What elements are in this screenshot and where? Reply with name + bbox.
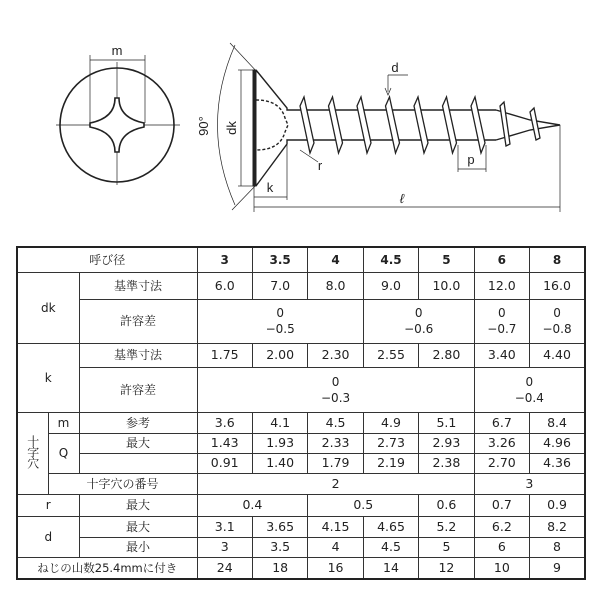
header-row	[17, 247, 585, 272]
upper: 0	[553, 306, 561, 320]
cell	[530, 299, 585, 343]
row-label-empty	[79, 453, 197, 473]
cell: 1.93	[252, 433, 307, 453]
cell: 6.0	[197, 272, 252, 299]
size: 4	[308, 247, 363, 272]
cell: 5.1	[419, 412, 474, 433]
cell: 3.6	[197, 412, 252, 433]
cell: 8	[530, 537, 585, 557]
row-label: 十字穴の番号	[48, 473, 197, 494]
thread-crest	[443, 97, 457, 153]
r-label: r	[17, 494, 79, 516]
upper: 0	[498, 306, 506, 320]
cell: 2.70	[474, 453, 529, 473]
threads-row	[17, 557, 585, 579]
cell: 3.26	[474, 433, 529, 453]
thread-crest	[329, 97, 343, 153]
cell: 2.33	[308, 433, 363, 453]
cell	[363, 299, 474, 343]
cell: 4.9	[363, 412, 418, 433]
row-label: 許容差	[79, 299, 197, 343]
cell: 0.91	[197, 453, 252, 473]
cell: 10.0	[419, 272, 474, 299]
cell: 4.96	[530, 433, 585, 453]
row-label: 参考	[79, 412, 197, 433]
cell: 4.1	[252, 412, 307, 433]
cell: 8.2	[530, 516, 585, 537]
row-label: 基準寸法	[79, 272, 197, 299]
lower: −0.3	[321, 390, 351, 405]
upper: 0	[525, 374, 534, 389]
cell: 1.79	[308, 453, 363, 473]
cell: 12	[419, 557, 474, 579]
lower: −0.4	[514, 390, 544, 405]
label-k: k	[266, 180, 274, 195]
cell	[474, 367, 585, 412]
dk-tol-row	[17, 299, 585, 343]
spec-table	[16, 246, 586, 580]
cell: 3.65	[252, 516, 307, 537]
cell: 4	[308, 537, 363, 557]
cell: 16	[308, 557, 363, 579]
label-m: m	[111, 43, 123, 58]
upper: 0	[331, 374, 340, 389]
cell: 7.0	[252, 272, 307, 299]
cell: 2.19	[363, 453, 418, 473]
size: 3.5	[252, 247, 307, 272]
label-dk: dk	[224, 121, 239, 135]
row-label: 最大	[79, 494, 197, 516]
d-max-row	[17, 516, 585, 537]
cell: 2.30	[308, 343, 363, 367]
row-label: 最小	[79, 537, 197, 557]
cell: 1.40	[252, 453, 307, 473]
cell: 8.0	[308, 272, 363, 299]
cell	[197, 299, 363, 343]
thread-crest	[300, 97, 314, 153]
recess-number-row	[17, 473, 585, 494]
lower: −0.6	[404, 322, 434, 336]
cell: 6.2	[474, 516, 529, 537]
m-row	[17, 412, 585, 433]
head-top-view	[56, 55, 180, 185]
cell: 2.38	[419, 453, 474, 473]
q-label: Q	[48, 433, 79, 473]
upper: 0	[414, 306, 423, 320]
cell: 16.0	[530, 272, 585, 299]
cell: 3	[197, 537, 252, 557]
thread-crest	[357, 97, 371, 153]
thread-crest	[386, 97, 400, 153]
cell: 1.43	[197, 433, 252, 453]
cell: 2	[197, 473, 474, 494]
d-min-row	[17, 537, 585, 557]
size: 6	[474, 247, 529, 272]
r-row	[17, 494, 585, 516]
cell: 2.00	[252, 343, 307, 367]
cell: 4.40	[530, 343, 585, 367]
label-d: d	[391, 60, 399, 75]
q-min-row	[17, 453, 585, 473]
row-label: 許容差	[79, 367, 197, 412]
recess-label	[17, 412, 48, 494]
cell: 0.7	[474, 494, 529, 516]
dk-label: dk	[17, 272, 79, 343]
cell: 0.4	[197, 494, 308, 516]
row-label: ねじの山数25.4mmに付き	[17, 557, 197, 579]
row-label: 最大	[79, 433, 197, 453]
cell: 8.4	[530, 412, 585, 433]
lower: −0.7	[487, 322, 517, 336]
cell: 14	[363, 557, 418, 579]
size: 4.5	[363, 247, 418, 272]
cell	[197, 367, 474, 412]
cell: 2.80	[419, 343, 474, 367]
cell: 4.36	[530, 453, 585, 473]
thread-crest	[530, 108, 540, 140]
lower: −0.5	[265, 322, 295, 336]
cell: 9.0	[363, 272, 418, 299]
label-length: ℓ	[399, 191, 405, 206]
cell: 5.2	[419, 516, 474, 537]
row-label: 基準寸法	[79, 343, 197, 367]
size: 8	[530, 247, 585, 272]
cell: 9	[530, 557, 585, 579]
k-label: k	[17, 343, 79, 412]
d-label: d	[17, 516, 79, 557]
cell: 3.1	[197, 516, 252, 537]
thread-crest	[414, 97, 428, 153]
upper: 0	[276, 306, 284, 320]
cell: 0.6	[419, 494, 474, 516]
screw-drawing	[0, 0, 600, 240]
cell: 12.0	[474, 272, 529, 299]
label-p: p	[467, 152, 475, 167]
cell: 4.65	[363, 516, 418, 537]
cell: 3	[474, 473, 585, 494]
thread-crest	[500, 102, 510, 146]
cell: 6	[474, 537, 529, 557]
cell: 2.55	[363, 343, 418, 367]
cell: 10	[474, 557, 529, 579]
cell: 4.15	[308, 516, 363, 537]
cell: 4.5	[308, 412, 363, 433]
recess-text: 十字穴	[25, 434, 40, 468]
cell: 18	[252, 557, 307, 579]
k-base-row	[17, 343, 585, 367]
phillips-recess-icon	[90, 98, 144, 152]
label-angle: 90°	[196, 116, 211, 136]
size: 3	[197, 247, 252, 272]
cell: 0.5	[308, 494, 419, 516]
cell: 3.40	[474, 343, 529, 367]
size: 5	[419, 247, 474, 272]
cell: 2.93	[419, 433, 474, 453]
row-label: 最大	[79, 516, 197, 537]
cell: 3.5	[252, 537, 307, 557]
label-r: r	[317, 158, 323, 173]
m-label: m	[48, 412, 79, 433]
cell: 0.9	[530, 494, 585, 516]
cell: 24	[197, 557, 252, 579]
thread-crest	[471, 97, 485, 153]
lower: −0.8	[542, 322, 572, 336]
cell: 2.73	[363, 433, 418, 453]
cell: 1.75	[197, 343, 252, 367]
q-max-row	[17, 433, 585, 453]
cell	[474, 299, 529, 343]
nominal-label: 呼び径	[17, 247, 197, 272]
k-tol-row	[17, 367, 585, 412]
dk-base-row	[17, 272, 585, 299]
cell: 4.5	[363, 537, 418, 557]
cell: 5	[419, 537, 474, 557]
cell: 6.7	[474, 412, 529, 433]
